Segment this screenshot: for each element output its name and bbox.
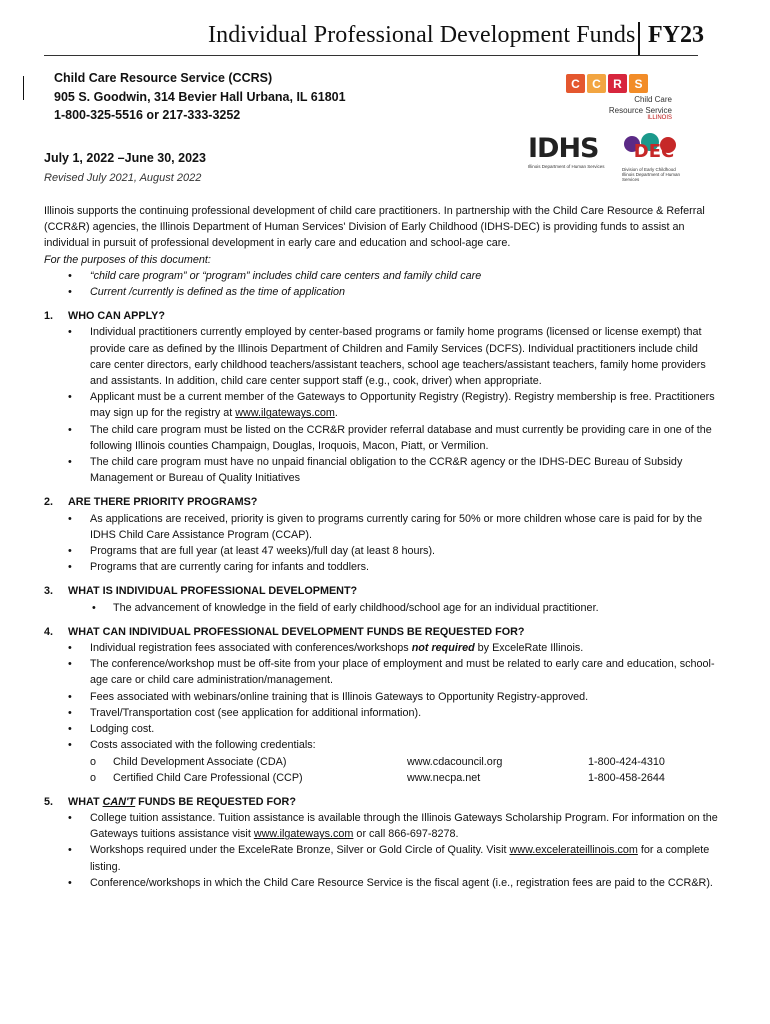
list-item: • The conference/workshop must be off-site from your place of employment and must be related to early care and education, school-age care or child care administration/management.	[44, 656, 720, 688]
list-item	[44, 640, 720, 656]
list-item-text: .	[334, 407, 338, 420]
list-item: • Programs that are full year (at least 47 weeks)/full day (at least 8 hours).	[44, 543, 720, 559]
title-separator	[638, 22, 640, 56]
dec-logo-subtitle: Division of Early Childhood	[622, 167, 676, 172]
list-item: • The child care program must be listed on the CCR&R provider referral database and must currently be providing care in one of the following Illinois counties Champaign, Douglas, Iroquois, Macon, Piatt, or Vermilion.	[44, 422, 720, 454]
program-period: July 1, 2022 –June 30, 2023	[44, 151, 206, 165]
list-item: • Conference/workshops in which the Child Care Resource Service is the fiscal agent (i.e., registration fees are paid to the CCR&R).	[44, 875, 720, 891]
intro-paragraph: Illinois supports the continuing professional development of child care practitioners. In partnership with the Child Care Resource & Referral (CCR&R) agencies, the Illinois Department of Human Services' Division of Early Childhood (IDHS-DEC) is providing funds to assist an individual in pursuit of professional development in early care and education and school-age care.	[44, 205, 705, 250]
org-phone: 1-800-325-5516 or 217-333-3252	[54, 108, 241, 122]
section-heading	[44, 624, 720, 640]
ccrs-logo-line1: Child Care	[634, 95, 672, 104]
list-item-text: College tuition assistance. Tuition assistance is available through the Illinois Gateways Scholarship Program. For information on the Gateways tuitions assistance visit	[90, 812, 718, 841]
org-name: Child Care Resource Service (CCRS)	[54, 71, 273, 85]
section-heading	[44, 794, 720, 810]
section-title: FUNDS BE REQUESTED FOR?	[135, 795, 296, 808]
credential-row	[44, 754, 720, 770]
ccrs-logo-line2: Resource Service	[608, 106, 672, 115]
page-header	[0, 0, 770, 60]
excelerate-link[interactable]: www.excelerateillinois.com	[509, 844, 638, 857]
section-title: ARE THERE PRIORITY PROGRAMS?	[68, 496, 258, 509]
org-block	[54, 69, 346, 125]
ccrs-logo	[558, 74, 688, 136]
section-number: 2.	[44, 496, 54, 509]
document-body	[44, 203, 720, 891]
section-title: WHAT CAN INDIVIDUAL PROFESSIONAL DEVELOPMENT FUNDS BE REQUESTED FOR?	[68, 625, 525, 638]
circle-bullet-icon: o	[90, 771, 97, 784]
section-what-cant-be-requested	[44, 794, 720, 891]
list-item: • Programs that are currently caring for infants and toddlers.	[44, 559, 720, 575]
revision-note: Revised July 2021, August 2022	[44, 172, 202, 184]
idhs-logo-subtitle: Illinois Department of Human Services	[528, 164, 605, 169]
list-item-text: or call 866-697-8278.	[353, 828, 459, 841]
header-rule	[44, 55, 698, 56]
dec-logo	[622, 132, 686, 182]
ilgateways-link[interactable]: www.ilgateways.com	[235, 407, 335, 420]
list-item	[44, 810, 720, 842]
section-title: WHAT	[68, 795, 103, 808]
list-item-text: Workshops required under the ExceleRate Bronze, Silver or Gold Circle of Quality. Visit	[90, 844, 510, 857]
ccrs-logo-tile: R	[608, 74, 627, 93]
list-item: • As applications are received, priority is given to programs currently caring for 50% or more children whose care is paid for by the IDHS Child Care Assistance Program (CCAP).	[44, 511, 720, 543]
circle-bullet-icon: o	[90, 755, 97, 768]
credential-phone: 1-800-458-2644	[588, 771, 665, 784]
org-address: 905 S. Goodwin, 314 Bevier Hall Urbana, IL 61801	[54, 89, 346, 104]
ccrs-logo-state: ILLINOIS	[647, 115, 672, 121]
list-item-text: Individual registration fees associated with conferences/workshops	[90, 642, 412, 655]
list-item: • Current /currently is defined as the time of application	[44, 284, 720, 300]
dec-logo-mark	[622, 132, 686, 162]
section-priority-programs	[44, 494, 720, 575]
list-item	[44, 389, 720, 421]
ccrs-logo-tile: C	[566, 74, 585, 93]
list-item-text: Applicant must be a current member of the Gateways to Opportunity Registry (Registry). Registry membership is free. Practitioners may sign up for the registry at	[90, 391, 715, 420]
section-title: WHAT IS INDIVIDUAL PROFESSIONAL DEVELOPMENT?	[68, 585, 358, 598]
list-item-text: for a complete listing.	[90, 844, 710, 873]
section-title-emphasis: CAN'T	[102, 795, 136, 808]
section-heading	[44, 308, 720, 324]
section-number: 5.	[44, 795, 54, 808]
credential-phone: 1-800-424-4310	[588, 755, 665, 768]
text-cursor	[23, 76, 24, 100]
list-item: • Fees associated with webinars/online training that is Illinois Gateways to Opportunity Registry-approved.	[44, 689, 720, 705]
list-item: • Lodging cost.	[44, 721, 720, 737]
purposes-label: For the purposes of this document:	[44, 253, 211, 266]
credential-url[interactable]: www.cdacouncil.org	[407, 755, 503, 768]
document-title: Individual Professional Development Funds	[208, 22, 636, 48]
list-item: • The child care program must have no unpaid financial obligation to the CCR&R agency or the IDHS-DEC Bureau of Subsidy Management or Bureau of Quality Initiatives	[44, 454, 720, 486]
section-who-can-apply	[44, 308, 720, 486]
fiscal-year-label: FY23	[648, 22, 704, 48]
section-number: 4.	[44, 625, 54, 638]
credential-url[interactable]: www.necpa.net	[407, 771, 481, 784]
list-item: • Travel/Transportation cost (see application for additional information).	[44, 705, 720, 721]
idhs-logo-text: IDHS	[528, 133, 599, 164]
section-number: 3.	[44, 585, 54, 598]
section-what-is-ipd	[44, 583, 720, 615]
list-item: • Costs associated with the following credentials:	[44, 737, 720, 753]
idhs-logo	[528, 134, 606, 174]
section-what-can-be-requested	[44, 624, 720, 786]
credential-row	[44, 770, 720, 786]
list-item: • “child care program” or “program” includes child care centers and family child care	[44, 268, 720, 284]
ccrs-logo-tile: S	[629, 74, 648, 93]
ccrs-logo-tile: C	[587, 74, 606, 93]
dec-logo-subtitle-2: Illinois Department of Human Services	[622, 172, 681, 182]
list-item	[44, 842, 720, 874]
emphasis-text: not required	[411, 642, 475, 655]
ilgateways-link[interactable]: www.ilgateways.com	[253, 828, 354, 841]
section-number: 1.	[44, 310, 54, 323]
credential-name: Certified Child Care Professional (CCP)	[113, 771, 303, 784]
list-item: • The advancement of knowledge in the field of early childhood/school age for an individual practitioner.	[44, 600, 720, 616]
section-heading	[44, 583, 720, 599]
section-title: WHO CAN APPLY?	[68, 310, 165, 323]
list-item-text: by ExceleRate Illinois.	[474, 642, 584, 655]
list-item: • Individual practitioners currently employed by center-based programs or family home programs (licensed or license exempt) that provide care as defined by the Illinois Department of Children and Family Services (DCFS). Individual practitioners include child care center directors, early childhood teachers/assistant teachers, school age teachers/assistant teachers, family home providers and assistants. In addition, child care center support staff (e.g., cook, driver) when appropriate.	[44, 324, 720, 389]
dec-logo-text: DEC	[633, 141, 675, 162]
section-heading	[44, 494, 720, 510]
credential-name: Child Development Associate (CDA)	[113, 755, 287, 768]
purposes-list	[44, 268, 720, 300]
